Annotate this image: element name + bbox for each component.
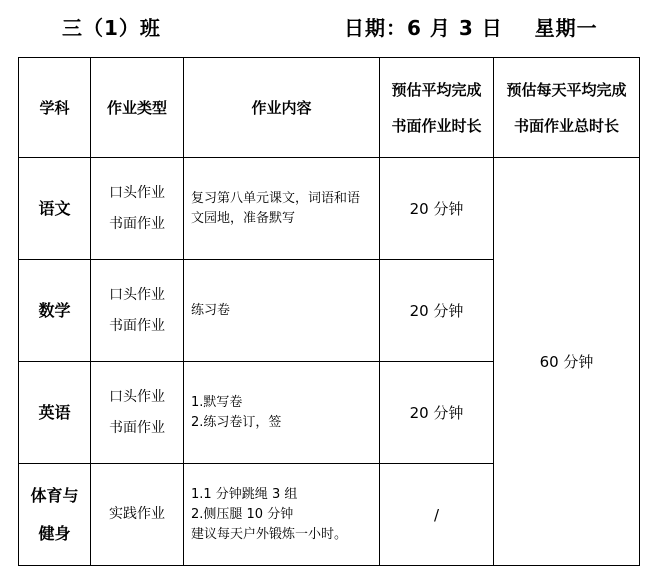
subject-cell [19,362,91,464]
column-header-line: 学科 [39,99,70,117]
page-header [0,0,656,56]
content-cell [184,464,380,566]
duration-cell: 20 分钟 [380,362,494,464]
homework-table [18,57,640,566]
type-label: 口头作业 [109,286,165,303]
subject-cell [19,260,91,362]
type-cell [91,158,184,260]
content-cell [184,260,380,362]
duration-cell: 20 分钟 [380,158,494,260]
subject-label: 语文 [38,198,71,218]
column-header-total [494,58,640,158]
content-cell [184,362,380,464]
date-weekday: 日期：6 月 3 日 星期一 [344,16,598,40]
type-label: 口头作业 [109,184,165,201]
type-label: 书面作业 [109,215,165,232]
subject-cell [19,464,91,566]
total-duration-cell: 60 分钟 [494,158,640,566]
content-cell [184,158,380,260]
duration-cell: 20 分钟 [380,260,494,362]
content-line: 1.1 分钟跳绳 3 组 [191,486,298,502]
column-header-line: 作业内容 [251,99,312,117]
subject-label: 健身 [38,523,71,543]
duration-cell: / [380,464,494,566]
subject-label: 英语 [38,402,71,422]
content-line: 练习卷 [191,302,231,318]
column-header-line: 作业类型 [106,99,167,117]
content-line: 建议每天户外锻炼一小时。 [191,526,348,542]
table-header-row [19,58,640,158]
column-header-duration [380,58,494,158]
type-label: 书面作业 [109,419,165,436]
content-line: 文园地，准备默写 [191,210,296,226]
type-cell [91,260,184,362]
type-cell [91,362,184,464]
subject-label: 体育与 [30,485,79,505]
content-line: 2.侧压腿 10 分钟 [191,506,294,522]
table-row [19,158,640,260]
type-label: 口头作业 [109,388,165,405]
content-line: 2.练习卷订，签 [191,414,282,430]
content-line: 复习第八单元课文，词语和语 [191,190,361,206]
column-header-type [91,58,184,158]
class-name: 三（1）班 [62,16,161,40]
column-header-line: 书面作业总时长 [513,116,619,135]
column-header-line: 预估每天平均完成 [506,80,627,99]
column-header-line: 书面作业时长 [391,116,482,135]
column-header-subject [19,58,91,158]
type-cell [91,464,184,566]
type-label: 书面作业 [109,317,165,334]
subject-label: 数学 [38,300,71,320]
column-header-content [184,58,380,158]
column-header-line: 预估平均完成 [391,80,482,99]
content-line: 1.默写卷 [191,394,243,410]
type-label: 实践作业 [109,506,165,522]
subject-cell [19,158,91,260]
